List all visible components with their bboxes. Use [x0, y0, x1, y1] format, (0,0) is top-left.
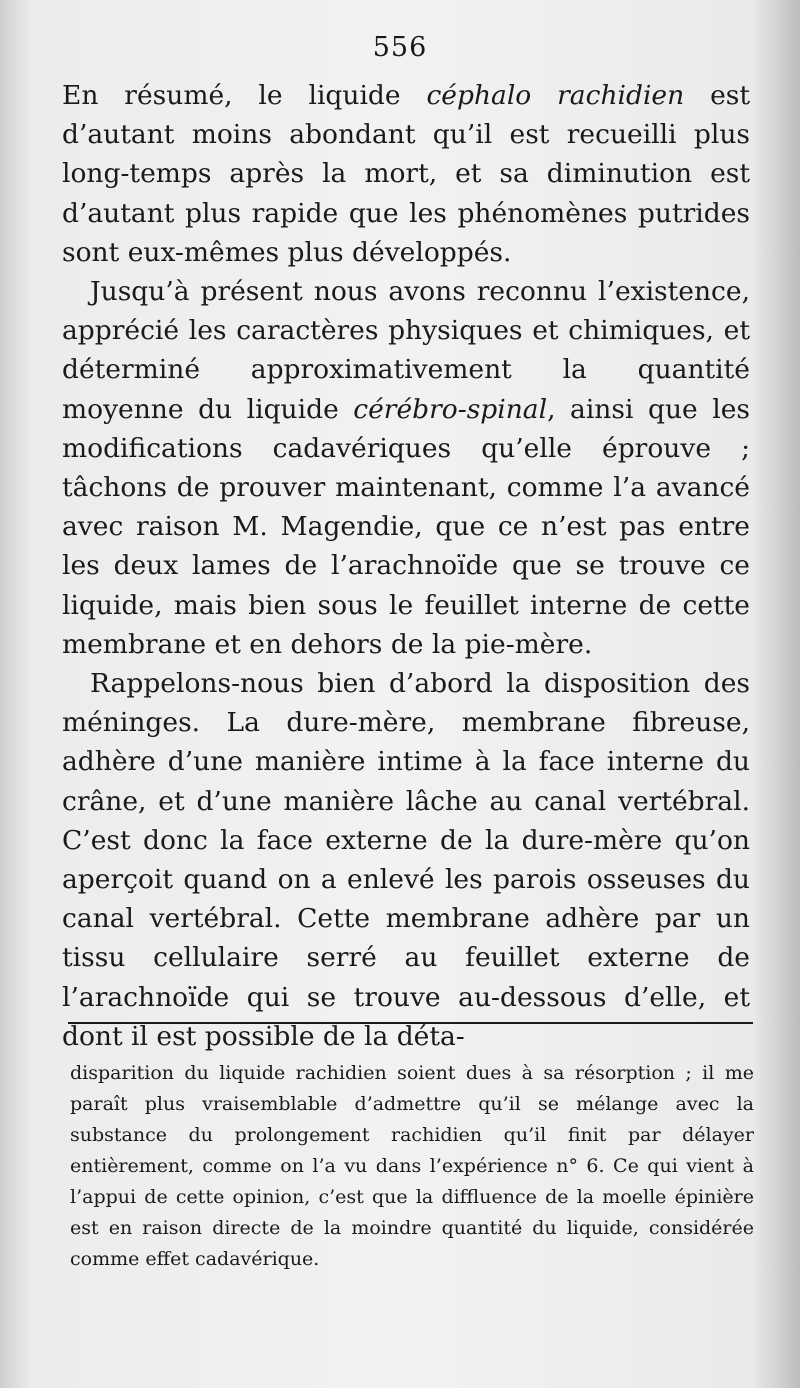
footnote [70, 1058, 754, 1275]
footnote-divider [68, 1022, 753, 1024]
italic-term-cerebro-spinal: cérébro-spinal [353, 393, 548, 425]
paragraph-2-start: Jusqu’à présent nous avons reconnu l’existence, apprécié les caractères physiques et chimiques, et déterminé approximativement la quantité moyenne du liquide [62, 276, 750, 425]
italic-term-cephalo-rachidien: céphalo rachidien [426, 80, 685, 111]
footnote-text: disparition du liquide rachidien soient dues à sa résorption ; il me paraît plus vraisemblable d’admettre qu’il se mélange avec la substance du prolongement rachidien qu’il finit par délayer entièrement, comme on l’a vu dans l’expérience n° 6. Ce qui vient à l’appui de cette opinion, c’est que la diffluence de la moelle épinière est en raison directe de la moindre quantité du liquide, considérée comme effet cadavérique. [70, 1062, 754, 1270]
paragraph-3: Rappelons-nous bien d’abord la disposition des méninges. La dure-mère, membrane fibreuse, adhère d’une manière intime à la face interne du crâne, et d’une manière lâche au canal vertébral. C’est donc la face externe de la dure-mère qu’on aperçoit quand on a enlevé les parois osseuses du canal vertébral. Cette membrane adhère par un tissu cellulaire serré au feuillet externe de l’arachnoïde qui se trouve au-dessous d’elle, et dont il est possible de la déta- [62, 668, 750, 1052]
paragraph-1-end: est d’autant moins abondant qu’il est recueilli plus long-temps après la mort, et sa diminution est d’autant plus rapide que les phénomènes putrides sont eux-mêmes plus développés. [62, 80, 751, 268]
paragraph-1 [62, 76, 750, 272]
paragraph-2 [62, 272, 750, 664]
paragraph-1-start: En résumé, le liquide [62, 80, 427, 111]
page-number: 556 [372, 32, 428, 63]
paragraph-2-end: , ainsi que les modifications cadavériques qu’elle éprouve ; tâchons de prouver maintenant, comme l’a avancé avec raison M. Magendie, que ce n’est pas entre les deux lames de l’arachnoïde que se trouve ce liquide, mais bien sous le feuillet interne de cette membrane et en dehors de la pie-mère. [62, 393, 750, 660]
main-text [62, 76, 750, 1056]
